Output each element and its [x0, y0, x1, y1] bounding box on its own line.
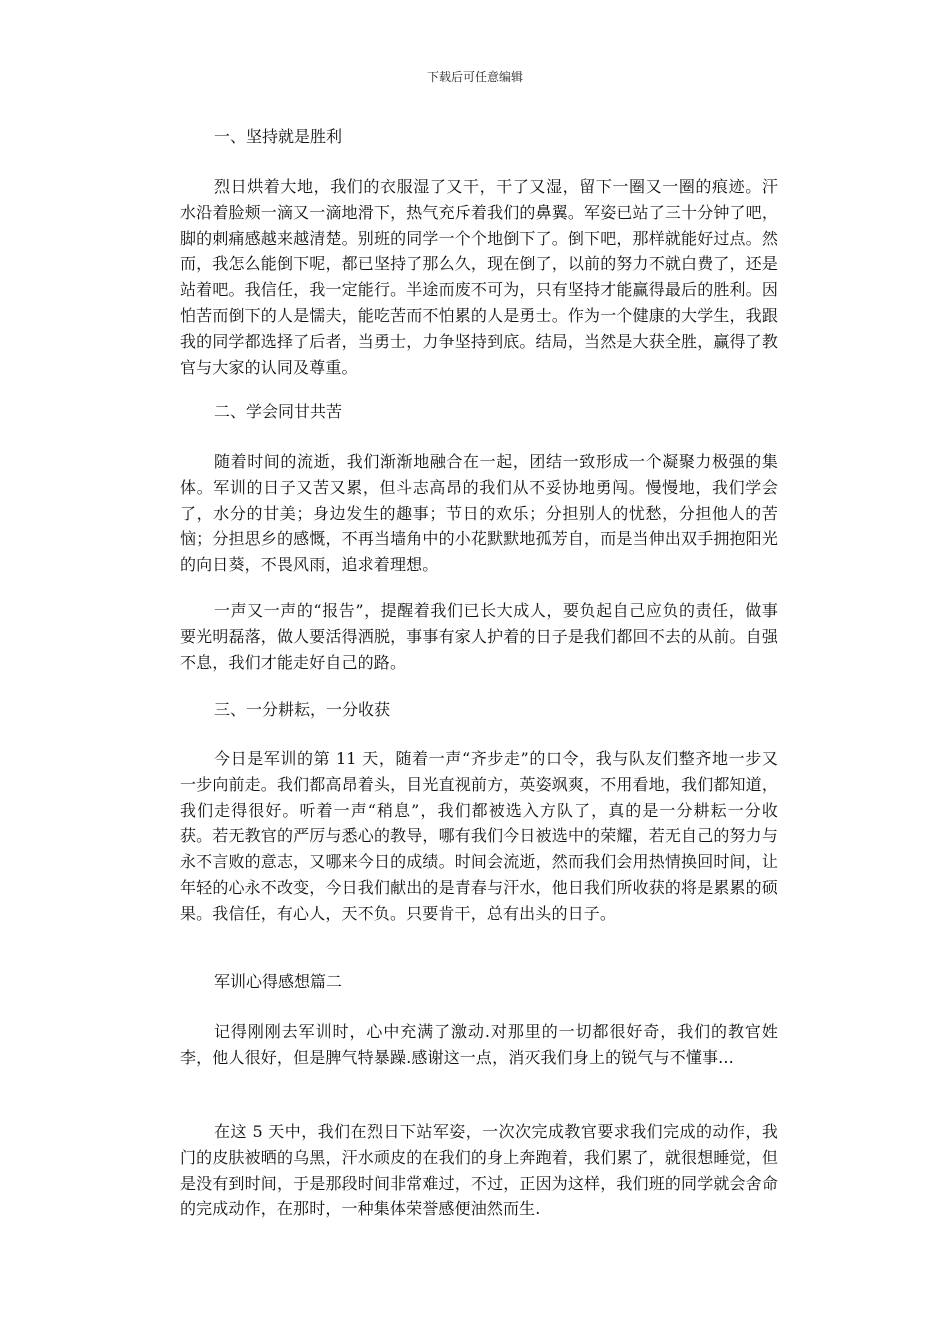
paragraph: 今日是军训的第 11 天，随着一声“齐步走”的口令，我与队友们整齐地一步又一步向前走。我们都高昂着头，目光直视前方，英姿飒爽，不用看地，我们都知道，我们走得很好。听着一声“稍息”，我们都被选入方队了，真的是一分耕耘一分收获。若无教官的严厉与悉心的教导，哪有我们今日被选中的荣耀，若无自己的努力与永不言败的意志，又哪来今日的成绩。时间会流逝，然而我们会用热情换回时间，让年轻的心永不改变，今日我们献出的是青春与汗水，他日我们所收获的将是累累的硕果。我信任，有心人，天不负。只要肯干，总有出头的日子。: [180, 749, 778, 923]
paragraph: 烈日烘着大地，我们的衣服湿了又干，干了又湿，留下一圈又一圈的痕迹。汗水沿着脸颊一滴又一滴地滑下，热气充斥着我们的鼻翼。军姿已站了三十分钟了吧，脚的刺痛感越来越清楚。别班的同学一个个地倒下了。倒下吧，那样就能好过点。然而，我怎么能倒下呢，都已坚持了那么久，现在倒了，以前的努力不就白费了，还是站着吧。我信任，我一定能行。半途而废不可为，只有坚持才能赢得最后的胜利。因怕苦而倒下的人是懦夫，能吃苦而不怕累的人是勇士。作为一个健康的大学生，我跟我的同学都选择了后者，当勇士，力争坚持到底。结局，当然是大获全胜，赢得了教官与大家的认同及尊重。: [180, 177, 778, 377]
section-heading: 三、一分耕耘，一分收获: [214, 700, 391, 719]
page-header: 下载后可任意编辑: [426, 70, 523, 84]
section-heading: 二、学会同甘共苦: [214, 402, 343, 421]
paragraph: 随着时间的流逝，我们渐渐地融合在一起，团结一致形成一个凝聚力极强的集体。军训的日子又苦又累，但斗志高昂的我们从不妥协地勇闯。慢慢地，我们学会了，水分的甘美；身边发生的趣事；节日的欢乐；分担别人的忧愁，分担他人的苦恼；分担思乡的感慨，不再当墙角中的小花默默地孤芳自，而是当伸出双手拥抱阳光的向日葵，不畏风雨，追求着理想。: [180, 452, 778, 575]
paragraph: 在这 5 天中，我们在烈日下站军姿，一次次完成教官要求我们完成的动作，我门的皮肤被晒的乌黑，汗水顽皮的在我们的身上奔跑着，我们累了，就很想睡觉，但是没有到时间，于是那段时间非常难过，不过，正因为这样，我们班的同学就会舍命的完成动作，在那时，一种集体荣誉感便油然而生.: [180, 1122, 778, 1219]
paragraph: 一声又一声的“报告”，提醒着我们已长大成人，要负起自己应负的责任，做事要光明磊落，做人要活得洒脱，事事有家人护着的日子是我们都回不去的从前。自强不息，我们才能走好自己的路。: [180, 601, 778, 672]
section-heading: 一、坚持就是胜利: [214, 127, 343, 146]
section-heading: 军训心得感想篇二: [214, 972, 343, 991]
paragraph: 记得刚刚去军训时，心中充满了激动.对那里的一切都很好奇，我们的教官姓李，他人很好，但是脾气特暴躁.感谢这一点，消灭我们身上的锐气与不懂事...: [180, 1022, 778, 1067]
